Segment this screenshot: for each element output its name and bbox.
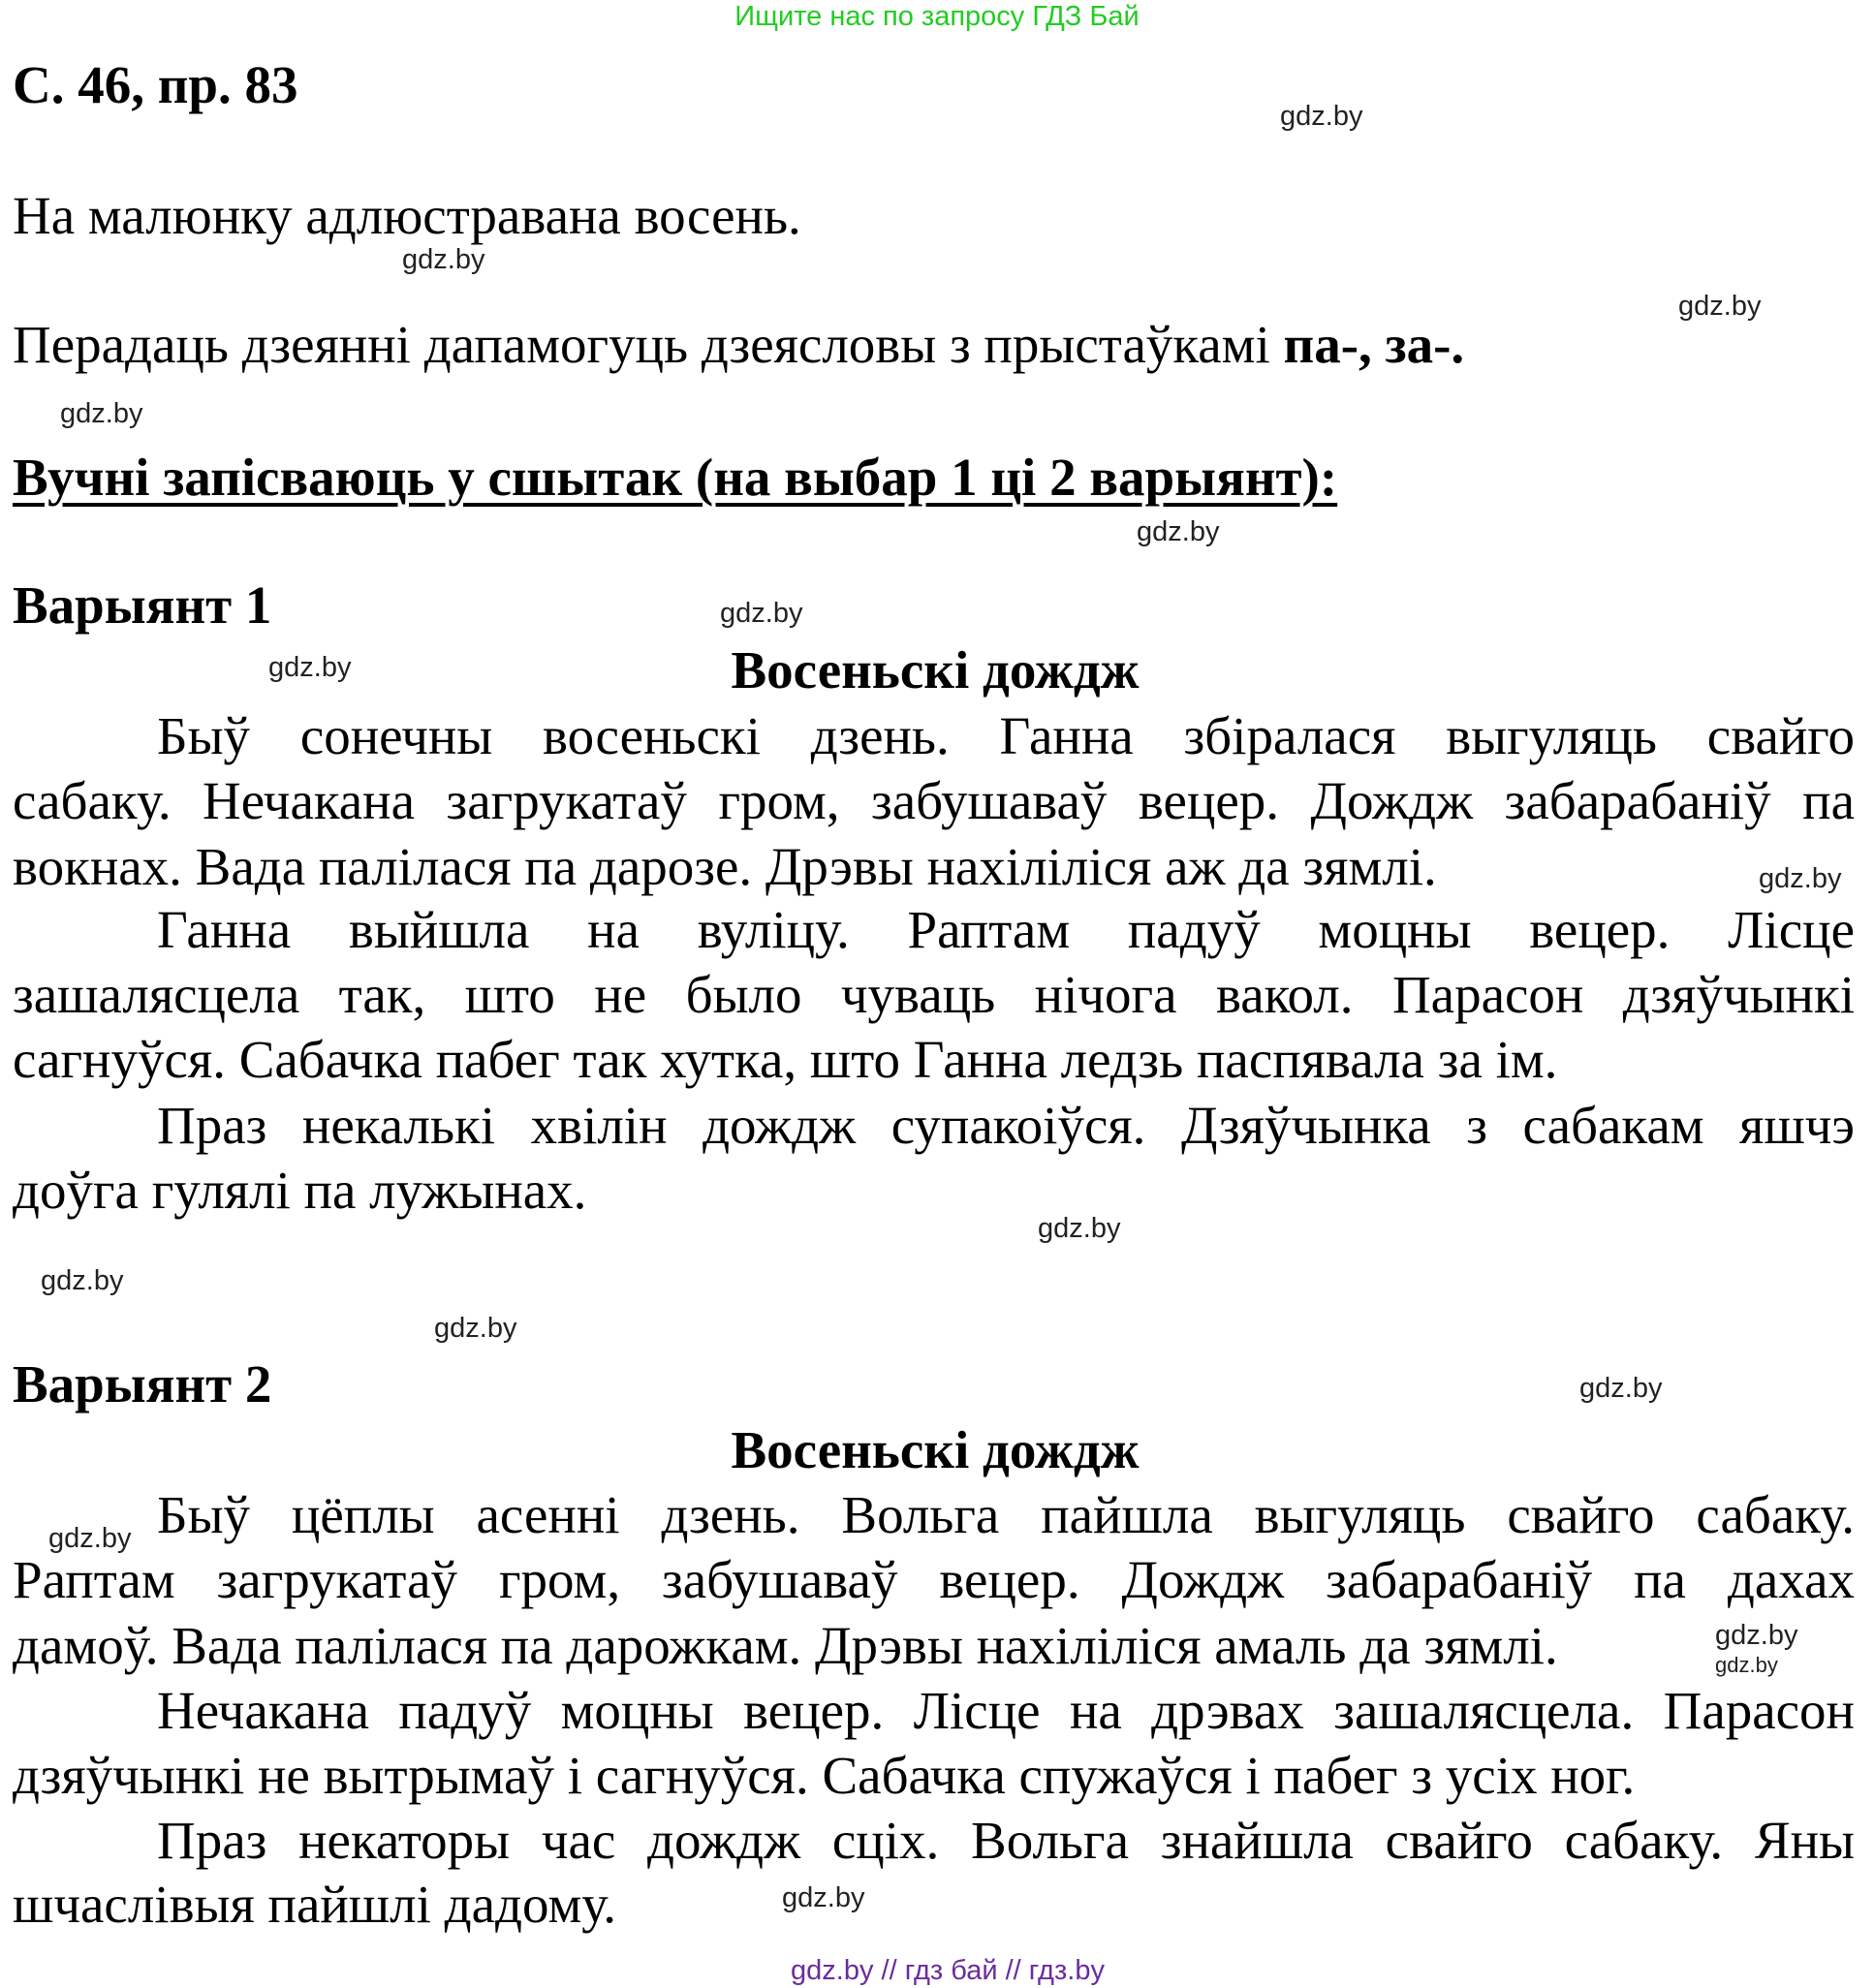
watermark: gdz.by <box>1579 1373 1663 1404</box>
variant-1-story-title: Восеньскі дождж <box>731 640 1140 699</box>
page-title: С. 46, пр. 83 <box>13 55 298 114</box>
story-line: Праз некалькі хвілін дождж супакоіўся. Дзяўчынка з сабакам яшчэ <box>157 1096 1855 1155</box>
story-line: шчаслівыя пайшлі дадому. <box>13 1875 617 1934</box>
search-banner[interactable]: Ищите нас по запросу ГДЗ Бай <box>734 1 1140 32</box>
watermark: gdz.by <box>1715 1620 1798 1651</box>
variant-1-label: Варыянт 1 <box>13 575 272 635</box>
story-line: Праз некаторы час дождж сціх. Вольга знайшла свайго сабаку. Яны <box>157 1811 1855 1870</box>
story-line: вокнах. Вада палілася па дарозе. Дрэвы нахіліліся аж да зямлі. <box>13 837 1437 896</box>
watermark: gdz.by <box>720 598 803 629</box>
watermark: gdz.by <box>1137 516 1220 547</box>
watermark: gdz.by <box>402 244 485 275</box>
watermark: gdz.by <box>1038 1213 1121 1244</box>
variant-2-story-title: Восеньскі дождж <box>731 1420 1140 1479</box>
story-line: сабаку. Нечакана загрукатаў гром, забушаваў вецер. Дождж забарабаніў па <box>13 771 1855 830</box>
instruction-heading: Вучні запісваюць у сшытак (на выбар 1 ці 2 варыянт): <box>13 448 1338 507</box>
task-sentence: Перадаць дзеянні дапамогуць дзеясловы з прыстаўкамі <box>13 315 1284 374</box>
watermark: gdz.by <box>268 652 352 683</box>
story-line: Раптам загрукатаў гром, забушаваў вецер. Дождж забарабаніў па дахах <box>13 1550 1855 1609</box>
story-line: дамоў. Вада палілася па дарожкам. Дрэвы нахіліліся амаль да зямлі. <box>13 1616 1558 1675</box>
task-text <box>13 312 1855 378</box>
watermark: gdz.by <box>1280 101 1363 132</box>
story-line: доўга гулялі па лужынах. <box>13 1161 587 1220</box>
watermark: gdz.by <box>60 398 143 429</box>
story-line: сагнуўся. Сабачка пабег так хутка, што Ганна ледзь паспявала за ім. <box>13 1030 1558 1089</box>
story-line: Ганна выйшла на вуліцу. Раптам падуў моцны вецер. Лісце <box>157 900 1855 959</box>
footer-links[interactable]: gdz.by // гдз бай // гдз.by <box>791 1955 1105 1986</box>
intro-text: На малюнку адлюстравана восень. <box>13 186 801 245</box>
watermark: gdz.by <box>1678 291 1762 322</box>
story-line: Быў сонечны восеньскі дзень. Ганна збіралася выгуляць свайго <box>157 706 1855 765</box>
watermark: gdz.by <box>1715 1653 1778 1677</box>
watermark: gdz.by <box>434 1313 517 1344</box>
variant-2-label: Варыянт 2 <box>13 1354 272 1413</box>
watermark: gdz.by <box>41 1265 124 1296</box>
watermark: gdz.by <box>48 1523 132 1554</box>
watermark: gdz.by <box>1759 863 1842 894</box>
watermark: gdz.by <box>782 1882 865 1913</box>
story-line: Нечакана падуў моцны вецер. Лісце на дрэвах зашалясцела. Парасон <box>157 1681 1855 1740</box>
story-line: зашалясцела так, што не было чуваць нічога вакол. Парасон дзяўчынкі <box>13 965 1855 1024</box>
story-line: Быў цёплы асенні дзень. Вольга пайшла выгуляць свайго сабаку. <box>157 1485 1855 1544</box>
task-prefixes: па-, за-. <box>1283 315 1465 374</box>
story-line: дзяўчынкі не вытрымаў і сагнуўся. Сабачка спужаўся і пабег з усіх ног. <box>13 1746 1636 1805</box>
